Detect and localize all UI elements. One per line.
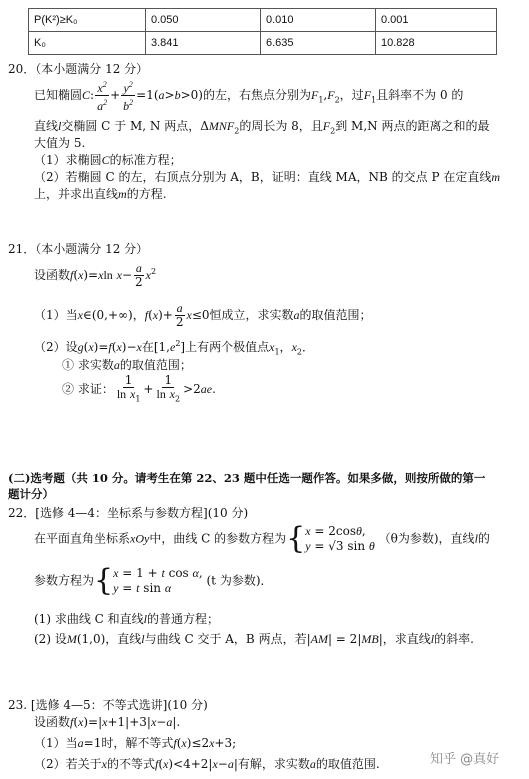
- text: 且斜率不为 0 的: [376, 88, 464, 102]
- section-heading-line1: (二)选考题（共 10 分。请考生在第 22、23 题中任选一题作答。如果多做，则按所做的第一: [8, 471, 486, 485]
- table-cell: 3.841: [146, 32, 261, 55]
- text: (2) 设: [34, 632, 67, 646]
- q20-heading: 20．（本小题满分 12 分）: [8, 62, 149, 76]
- q21-sub2: ② 求证： $\frac{1}{\ln x_1}$ + $\frac{1}{\ln x_2}$ >2ae.: [62, 373, 216, 404]
- text: 已知椭圆: [34, 88, 83, 102]
- text: 的取值范围；: [119, 358, 192, 372]
- q20-part2: （2）若椭圆 C 的左，右顶点分别为 A，B，证明：直线 MA，NB 的交点 P 在定直线m: [34, 170, 501, 184]
- text: （1）求椭圆: [34, 153, 102, 167]
- text: 直线: [34, 119, 59, 133]
- text: 上有两个极值点: [185, 340, 270, 354]
- text: 的标准方程；: [109, 153, 182, 167]
- table-cell: P(K²)≥K₀: [29, 9, 146, 32]
- text: 的斜率.: [434, 632, 474, 646]
- q21-part1: （1）当x∈(0,+∞)，f(x)+ $\frac{a}{2}$ x≤0恒成立，求实数a的取值范围；: [34, 301, 372, 329]
- q22-heading: 22．[选修 4—4：坐标系与参数方程](10 分): [8, 506, 249, 520]
- q21-sub1: ① 求实数a的取值范围；: [62, 358, 192, 372]
- q23-function: 设函数f(x)=|x+1|+3|x−a|.: [34, 715, 181, 729]
- text: 在: [141, 340, 154, 354]
- section-heading-line2: 题计分）: [8, 487, 54, 501]
- text: （1）当: [34, 308, 78, 322]
- text: 设函数: [34, 268, 71, 282]
- q20-line2: 直线l交椭圆 C 于 M, N 两点，$\Delta MNF_2$的周长为 8，且$F_2$到 M,N 两点的距离之和的最: [34, 119, 490, 136]
- text: 交椭圆 C 于 M, N 两点，: [61, 119, 201, 133]
- text: 有解，求实数: [237, 757, 310, 771]
- text: ，: [132, 308, 145, 322]
- q20-part2-cont: 上，并求出直线m的方程.: [34, 187, 167, 201]
- text: 的取值范围.: [315, 757, 380, 771]
- q21-part2: （2）设g(x)=f(x)−x在$[1,e^2]$上有两个极值点$x_1$，$x_2$．: [34, 339, 314, 357]
- text: 在平面直角坐标系: [34, 531, 131, 546]
- text: 中，曲线 C 的参数方程为: [149, 531, 287, 546]
- table-cell: 10.828: [376, 32, 497, 55]
- text: ，直线: [105, 632, 142, 646]
- table-cell: K₀: [29, 32, 146, 55]
- text: （1）当: [34, 736, 78, 750]
- text: 到 M,N 两点的距离之和的最: [335, 119, 490, 133]
- q21-function: 设函数f(x)=xln x− $\frac{a}{2}$ $x^2$: [34, 261, 157, 289]
- watermark: 知乎 @真好: [430, 752, 500, 767]
- q23-part2: （2）若关于x的不等式f(x)<4+2|x−a|有解，求实数a的取值范围.: [34, 757, 380, 771]
- table-cell: 6.635: [261, 32, 376, 55]
- text: 设函数: [34, 715, 71, 729]
- table-row: [29, 9, 497, 32]
- text: 参数方程为: [34, 573, 95, 588]
- table-cell: 0.010: [261, 9, 376, 32]
- text: ，求直线: [382, 632, 431, 646]
- text: 的左，右焦点分别为: [202, 88, 311, 102]
- q22-part2: (2) 设M(1,0)，直线l与曲线 C 交于 A，B 两点，若|AM| = 2|MB|，求直线l的斜率.: [34, 632, 474, 646]
- table-cell: 0.050: [146, 9, 261, 32]
- text: 的不等式: [106, 757, 155, 771]
- q22-line2: 参数方程为{ x = 1 + t cos α, y = t sin α (t 为参数)．: [34, 563, 273, 598]
- table-cell: 0.001: [376, 9, 497, 32]
- text: （2）若关于: [34, 757, 102, 771]
- text: 的取值范围；: [299, 308, 372, 322]
- text: 时，解不等式: [101, 736, 174, 750]
- text: 的普通方程；: [146, 612, 219, 626]
- text: 上，并求出直线: [34, 187, 119, 201]
- q21-heading: 21．（本小题满分 12 分）: [8, 242, 149, 256]
- text: 恒成立，求实数: [209, 308, 294, 322]
- q22-line1: 在平面直角坐标系xOy中，曲线 C 的参数方程为{ x = 2cosθ, y = √3 sin θ （θ为参数)，直线l的: [34, 521, 490, 556]
- text: (t 为参数)．: [206, 573, 273, 588]
- text: ② 求证：: [62, 382, 114, 397]
- text: 的方程.: [126, 187, 167, 201]
- text: （2）若椭圆 C 的左，右顶点分别为 A，B，证明：直线 MA，NB 的交点 P 在定直线: [34, 170, 492, 184]
- text: 的周长为 8，且: [239, 119, 323, 133]
- q23-heading: 23. [选修 4—5：不等式选讲](10 分): [8, 698, 208, 712]
- text: ① 求实数: [62, 358, 114, 372]
- text: （2）设: [34, 340, 78, 354]
- text: (1) 求曲线 C 和直线: [34, 612, 144, 626]
- q22-part1: (1) 求曲线 C 和直线l的普通方程；: [34, 612, 219, 626]
- text: 的: [477, 531, 490, 546]
- q20-part1: （1）求椭圆C的标准方程；: [34, 153, 182, 167]
- q23-part1: （1）当a=1时，解不等式f(x)≤2x+3;: [34, 736, 237, 750]
- q20-line1: 已知椭圆C: $\frac{x^2}{a^2}$ + $\frac{y^2}{b^2}$ =1(a>b>0)的左，右焦点分别为$F_1,F_2$，过$F_1$且斜率不为 0 的: [34, 80, 464, 113]
- q20-line3: 大值为 5.: [34, 136, 86, 150]
- text: 与曲线 C 交于 A，B 两点，若: [144, 632, 307, 646]
- table-row: [29, 32, 497, 55]
- text: ，过: [339, 88, 364, 102]
- critical-value-table: [28, 8, 497, 55]
- text: （θ为参数)，直线: [378, 531, 475, 546]
